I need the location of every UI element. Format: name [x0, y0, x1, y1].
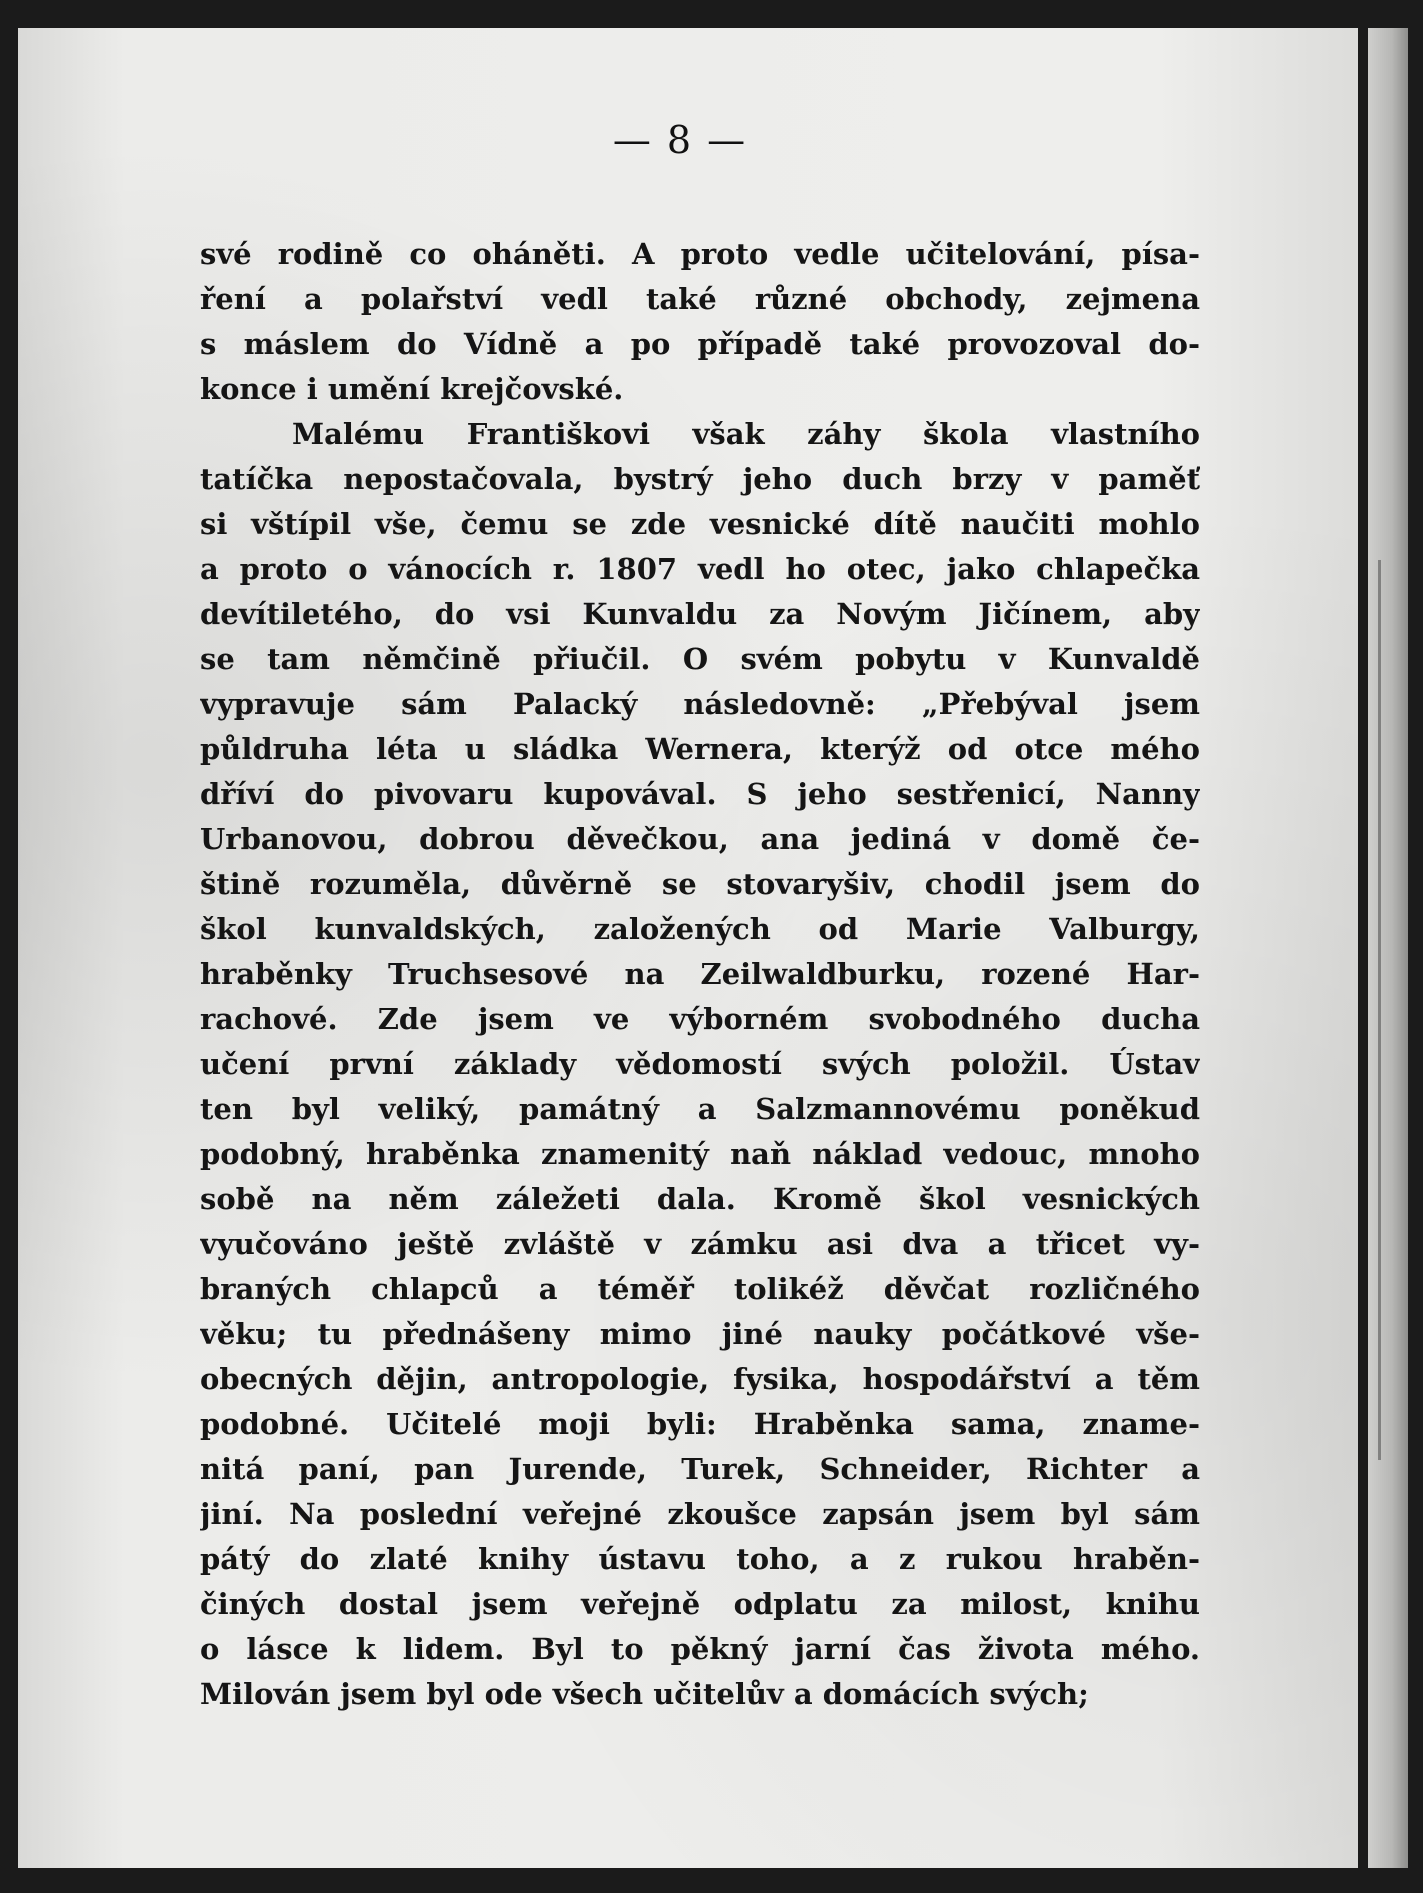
- text-line: devítiletého, do vsi Kunvaldu za Novým Jičínem, aby: [200, 597, 1200, 631]
- body-text: [200, 232, 1200, 1717]
- text-line: věku; tu přednášeny mimo jiné nauky počátkové vše-: [200, 1317, 1200, 1351]
- text-line: své rodině co oháněti. A proto vedle učitelování, písa-: [200, 237, 1200, 271]
- text-line: obecných dějin, antropologie, fysika, hospodářství a těm: [200, 1362, 1200, 1396]
- text-line: braných chlapců a téměř tolikéž děvčat rozličného: [200, 1272, 1200, 1306]
- text-line: podobné. Učitelé moji byli: Hraběnka sama, zname-: [200, 1407, 1200, 1441]
- text-line: Milován jsem byl ode všech učitelův a domácích svých;: [200, 1677, 1089, 1711]
- text-line: Urbanovou, dobrou děvečkou, ana jediná v domě če-: [200, 822, 1200, 856]
- page-edge-shadow: [1378, 560, 1381, 1460]
- text-line: si vštípil vše, čemu se zde vesnické dítě naučiti mohlo: [200, 507, 1200, 541]
- book-spine-edge: [1368, 28, 1408, 1868]
- text-line: vyučováno ještě zvláště v zámku asi dva a třicet vy-: [200, 1227, 1200, 1261]
- text-line: rachové. Zde jsem ve výborném svobodného ducha: [200, 1002, 1200, 1036]
- text-line: s máslem do Vídně a po případě také provozoval do-: [200, 327, 1200, 361]
- text-line: Malému Františkovi však záhy škola vlastního: [292, 417, 1200, 451]
- text-line: učení první základy vědomostí svých položil. Ústav: [200, 1047, 1200, 1081]
- text-line: podobný, hraběnka znamenitý naň náklad vedouc, mnoho: [200, 1137, 1200, 1171]
- text-line: štině rozuměla, důvěrně se stovaryšiv, chodil jsem do: [200, 867, 1200, 901]
- text-line: půldruha léta u sládka Wernera, kterýž od otce mého: [200, 732, 1200, 766]
- text-line: dříví do pivovaru kupovával. S jeho sestřenicí, Nanny: [200, 777, 1200, 811]
- text-line: pátý do zlaté knihy ústavu toho, a z rukou hraběn-: [200, 1542, 1200, 1576]
- text-line: se tam němčině přiučil. O svém pobytu v Kunvaldě: [200, 642, 1200, 676]
- text-line: a proto o vánocích r. 1807 vedl ho otec, jako chlapečka: [200, 552, 1200, 586]
- page-number: — 8 —: [612, 118, 748, 162]
- text-line: činých dostal jsem veřejně odplatu za milost, knihu: [200, 1587, 1200, 1621]
- text-line: vypravuje sám Palacký následovně: „Přebýval jsem: [200, 687, 1200, 721]
- text-line: konce i umění krejčovské.: [200, 372, 624, 406]
- text-line: ření a polařství vedl také různé obchody, zejmena: [200, 282, 1200, 316]
- text-line: ten byl veliký, památný a Salzmannovému poněkud: [200, 1092, 1200, 1126]
- text-line: hraběnky Truchsesové na Zeilwaldburku, rozené Har-: [200, 957, 1200, 991]
- text-line: škol kunvaldských, založených od Marie Valburgy,: [200, 912, 1200, 946]
- text-line: o lásce k lidem. Byl to pěkný jarní čas života mého.: [200, 1632, 1200, 1666]
- text-line: jiní. Na poslední veřejné zkoušce zapsán jsem byl sám: [200, 1497, 1200, 1531]
- text-line: sobě na něm záležeti dala. Kromě škol vesnických: [200, 1182, 1200, 1216]
- text-line: tatíčka nepostačovala, bystrý jeho duch brzy v paměť: [200, 462, 1200, 496]
- text-line: nitá paní, pan Jurende, Turek, Schneider, Richter a: [200, 1452, 1200, 1486]
